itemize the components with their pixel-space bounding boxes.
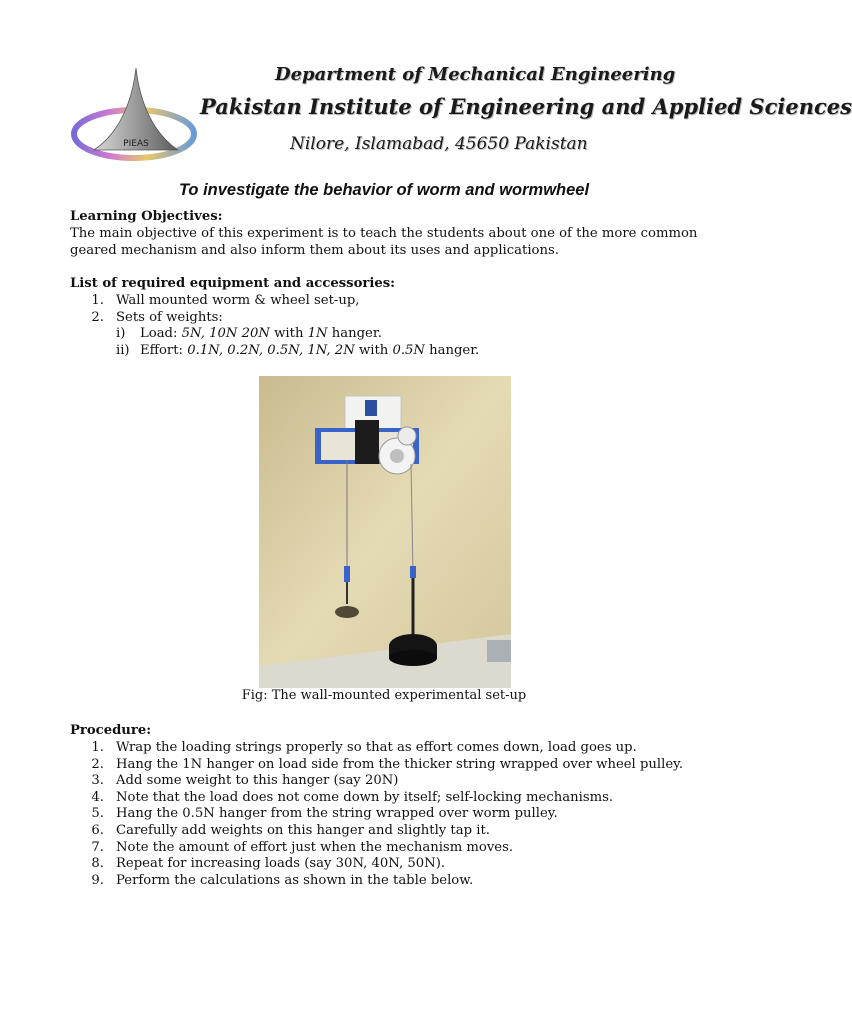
sub-item-number: i): [116, 326, 126, 342]
list-item: [70, 805, 710, 822]
sub-item-values: 0.1N, 0.2N, 0.5N, 1N, 2N: [187, 342, 355, 358]
sub-item-effort: [70, 342, 710, 359]
document-title: To investigate the behavior of worm and wormwheel: [178, 181, 590, 199]
item-text: Hang the 1N hanger on load side from the thicker string wrapped over wheel pulley.: [116, 756, 684, 772]
item-text: Repeat for increasing loads (say 30N, 40N, 50N).: [116, 856, 446, 872]
sub-item-connector: with: [354, 342, 393, 358]
item-text: Wrap the loading strings properly so that as effort comes down, load goes up.: [116, 740, 637, 755]
sub-item-values: 5N, 10N 20N: [181, 326, 270, 342]
list-item: [70, 855, 710, 872]
item-number: 9.: [91, 872, 104, 888]
item-text: Sets of weights:: [116, 309, 223, 325]
item-text: Note the amount of effort just when the mechanism moves.: [116, 839, 514, 855]
figure-caption: Fig: The wall-mounted experimental set-up: [241, 688, 527, 703]
sub-item-label: Load:: [140, 326, 182, 342]
sub-item-end: hanger.: [327, 326, 382, 342]
institute-name: Pakistan Institute of Engineering and Applied Sciences: [200, 94, 852, 119]
list-item: [70, 822, 710, 839]
item-number: 6.: [91, 822, 104, 838]
equipment-section: [70, 275, 710, 358]
item-number: 4.: [91, 789, 104, 805]
procedure-section: [70, 722, 710, 888]
item-text: Perform the calculations as shown in the table below.: [116, 872, 474, 888]
equipment-list: [70, 292, 710, 325]
list-item: [70, 309, 710, 326]
sub-item-connector: with: [269, 326, 308, 342]
department-name: Department of Mechanical Engineering: [275, 64, 676, 85]
list-item: [70, 756, 710, 773]
item-text: Hang the 0.5N hanger from the string wrapped over worm pulley.: [116, 806, 558, 822]
item-number: 8.: [91, 856, 104, 872]
institute-address: Nilore, Islamabad, 45650 Pakistan: [290, 134, 588, 154]
item-number: 5.: [91, 806, 104, 822]
sub-item-number: ii): [116, 342, 130, 358]
item-number: 2.: [91, 309, 104, 325]
sub-item-load: [70, 325, 710, 342]
item-number: 3.: [91, 773, 104, 789]
objectives-heading: Learning Objectives:: [70, 209, 223, 224]
logo-text: PIEAS: [123, 139, 149, 149]
item-text: Carefully add weights on this hanger and slightly tap it.: [116, 822, 490, 838]
objectives-text: The main objective of this experiment is to teach the students about one of the more common geared mechanism and also inform them about its uses and applications.: [70, 226, 698, 258]
list-item: [70, 872, 710, 889]
list-item: [70, 739, 710, 756]
procedure-heading: Procedure:: [70, 723, 152, 738]
sub-item-end: hanger.: [424, 342, 480, 358]
sub-item-hanger: 1N: [307, 326, 328, 342]
procedure-list: [70, 739, 710, 888]
item-number: 7.: [91, 839, 104, 855]
item-number: 1.: [91, 740, 104, 755]
item-text: Note that the load does not come down by itself; self-locking mechanisms.: [116, 789, 614, 805]
item-number: 2.: [91, 756, 104, 772]
item-number: 1.: [91, 293, 104, 308]
objectives-section: [70, 208, 710, 259]
sub-item-label: Effort:: [140, 342, 188, 358]
sub-item-hanger: 0.5N: [392, 342, 425, 358]
item-text: Wall mounted worm & wheel set-up,: [116, 293, 360, 308]
setup-photo: [259, 376, 511, 688]
list-item: [70, 789, 710, 806]
equipment-heading: List of required equipment and accessories:: [70, 276, 396, 291]
list-item: [70, 839, 710, 856]
pieas-logo: [70, 64, 198, 164]
list-item: [70, 772, 710, 789]
list-item: [70, 292, 710, 309]
item-text: Add some weight to this hanger (say 20N): [116, 773, 399, 789]
